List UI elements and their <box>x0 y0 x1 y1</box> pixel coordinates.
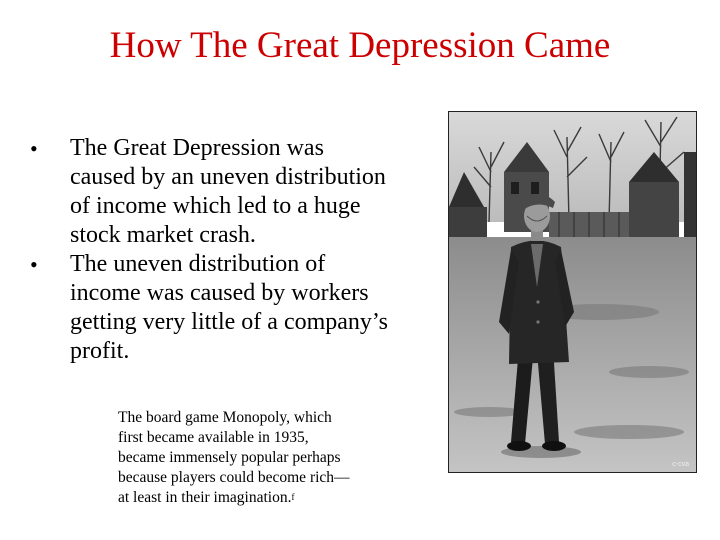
bullet-line: of income which led to a huge <box>70 193 361 219</box>
caption-line: because players could become rich— <box>118 469 350 486</box>
bullet-item-1 <box>30 134 450 250</box>
caption-line: first became available in 1935, <box>118 429 309 446</box>
bullet-marker: • <box>30 252 38 277</box>
bullet-line: The uneven distribution of <box>70 251 326 277</box>
bullet-item-2 <box>30 250 450 366</box>
caption-line: became immensely popular perhaps <box>118 449 341 466</box>
slide-title: How The Great Depression Came <box>109 25 611 66</box>
bullet-marker: • <box>30 136 38 161</box>
photo-caption <box>118 408 418 508</box>
caption-line: at least in their imagination. <box>118 489 292 506</box>
depression-era-photo <box>449 112 696 472</box>
bullet-line: The Great Depression was <box>70 135 324 161</box>
bullet-line: income was caused by workers <box>70 280 369 306</box>
caption-line: The board game Monopoly, which <box>118 409 332 426</box>
bullet-list <box>30 134 450 366</box>
bullet-line: stock market crash. <box>70 222 256 248</box>
bullet-line: profit. <box>70 338 130 364</box>
bullet-line: caused by an uneven distribution <box>70 164 386 190</box>
footnote-mark: f <box>291 492 295 502</box>
photo-corner-mark: c-cva <box>672 461 689 468</box>
bullet-line: getting very little of a company’s <box>70 309 388 335</box>
